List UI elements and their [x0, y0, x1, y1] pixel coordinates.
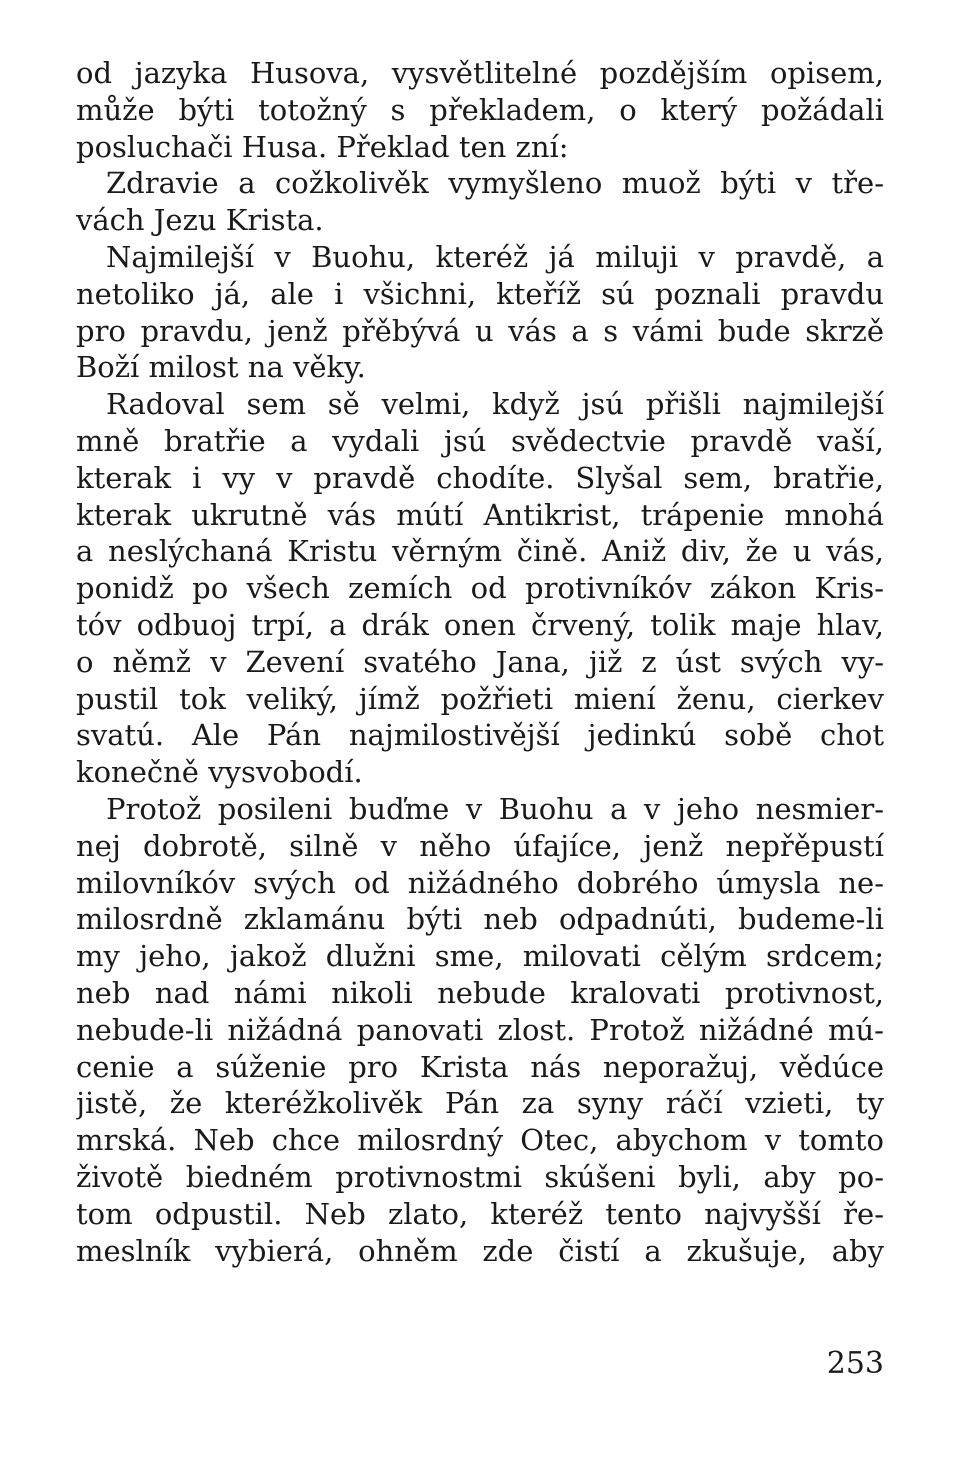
text-line: životě biedném protivnostmi skúšeni byli, aby po- [76, 1159, 884, 1194]
text-line: vách Jezu Krista. [76, 203, 324, 238]
text-line: od jazyka Husova, vysvětlitelné pozdějším opisem, [76, 56, 884, 90]
text-line: meslník vybierá, ohněm zde čistí a zkušuje, aby [76, 1233, 884, 1268]
page-number: 253 [826, 1346, 884, 1381]
text-line: mrská. Neb chce milosrdný Otec, abychom v tomto [76, 1123, 884, 1158]
text-line: Protož posileni buďme v Buohu a v jeho nesmier- [106, 791, 884, 826]
text-line: pustil tok veliký, jímž požřieti miení ženu, cierkev [76, 681, 884, 716]
text-line: Boží milost na věky. [76, 350, 366, 385]
text-line: Najmilejší v Buohu, kteréž já miluji v pravdě, a [106, 239, 884, 274]
text-line: neb nad námi nikoli nebude kralovati protivnost, [76, 975, 884, 1010]
text-line: nebude-li nižádná panovati zlost. Protož nižádné mú- [76, 1012, 884, 1047]
text-line: mně bratřie a vydali jsú svědectvie pravdě vaší, [76, 423, 884, 458]
page-text [76, 55, 884, 1269]
text-line: Radoval sem sě velmi, když jsú přišli najmilejší [106, 387, 884, 422]
text-line: my jeho, jakož dlužni sme, milovati cělým srdcem; [76, 939, 884, 974]
text-line: konečně vysvobodí. [76, 755, 363, 790]
text-line: milovníkóv svých od nižádného dobrého úmysla ne- [76, 865, 884, 900]
text-line: jistě, že kteréžkolivěk Pán za syny ráčí vzieti, ty [76, 1086, 884, 1121]
text-line: svatú. Ale Pán najmilostivější jedinkú sobě chot [76, 718, 884, 753]
text-line: netoliko já, ale i všichni, kteříž sú poznali pravdu [76, 276, 884, 311]
text-line: tóv odbuoj trpí, a drák onen črvený, tolik maje hlav, [76, 607, 884, 642]
text-line: tom odpustil. Neb zlato, kteréž tento najvyšší ře- [76, 1196, 884, 1231]
text-line: kterak i vy v pravdě chodíte. Slyšal sem, bratřie, [76, 460, 884, 495]
text-line: cenie a súženie pro Krista nás neporažuj, vědúce [76, 1049, 884, 1084]
text-line: pro pravdu, jenž přěbývá u vás a s vámi bude skrzě [76, 313, 884, 348]
text-line: o němž v Zevení svatého Jana, již z úst svých vy- [76, 644, 884, 679]
text-line: posluchači Husa. Překlad ten zní: [76, 129, 569, 164]
text-line: milosrdně zklamánu býti neb odpadnúti, budeme-li [76, 902, 884, 937]
text-line: může býti totožný s překladem, o který požádali [76, 92, 884, 127]
text-line: ponidž po všech zemích od protivníkóv zákon Kris- [76, 571, 884, 606]
text-line: nej dobrotě, silně v něho úfajíce, jenž nepřěpustí [76, 828, 884, 863]
text-line: kterak ukrutně vás mútí Antikrist, trápenie mnohá [76, 497, 884, 532]
text-line: Zdravie a cožkolivěk vymyšleno muož býti v tře- [106, 166, 884, 201]
text-line: a neslýchaná Kristu věrným čině. Aniž div, že u vás, [76, 534, 884, 569]
